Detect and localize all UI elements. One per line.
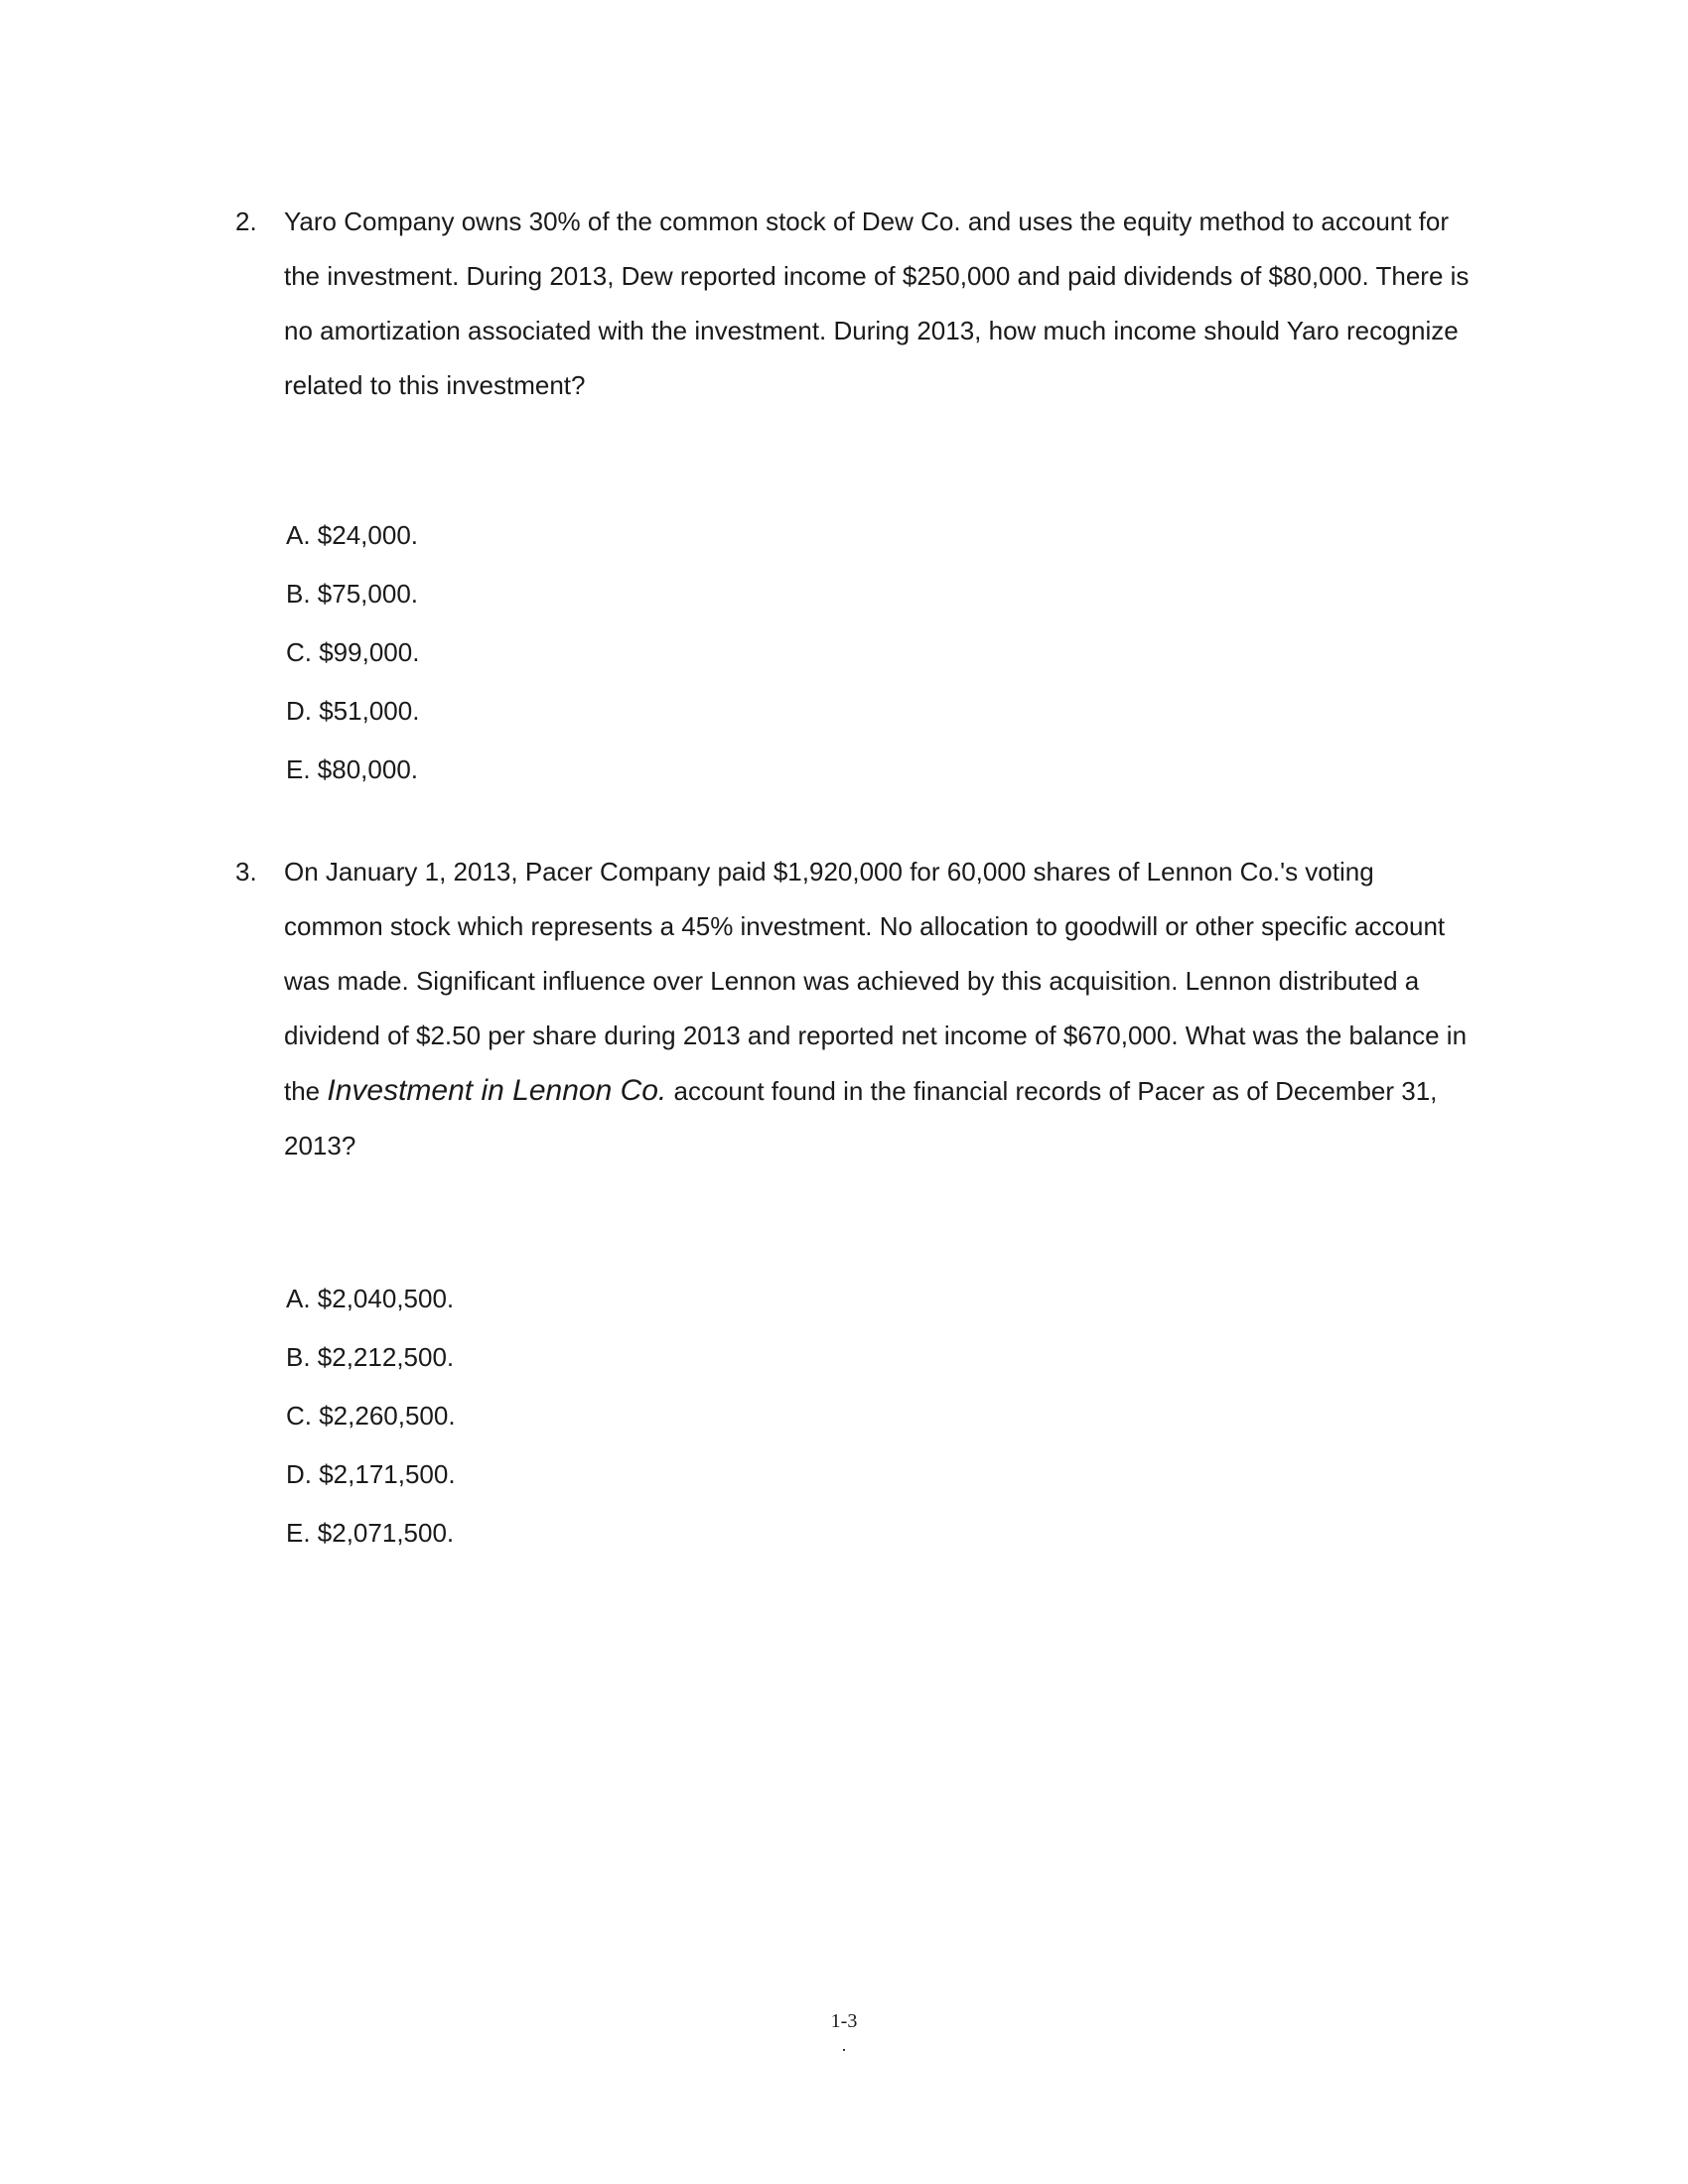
question-text: Yaro Company owns 30% of the common stock of Dew Co. and uses the equity method to account for the investment. During 2013, Dew reported income of $250,000 and paid dividends of $80,000. There is no amortization associated with the investment. During 2013, how much income should Yaro recognize related to this investment? (284, 206, 1470, 400)
option-c: C. $2,260,500. (286, 1401, 456, 1431)
footer-mark: . (841, 2035, 847, 2055)
account-name-emphasis: Investment in Lennon Co. (327, 1074, 667, 1107)
page-number: 1-3 (830, 2010, 858, 2032)
question-text-start: On January 1, 2013, Pacer Company paid $1,920,000 for 60,000 shares of Lennon Co.'s voting common stock which represents a 45% investment. No allocation to goodwill or other specific account was made. Significant influence over Lennon was achieved by this acquisition. Lennon distributed a dividend of $2.50 per share during 2013 and reported net income of $670,000. What was the balance in the (284, 857, 1468, 1106)
question-text-end: account found in the financial records of Pacer as of December 31, 2013? (284, 1076, 1438, 1160)
answer-options (286, 1270, 456, 1563)
question-number: 3. (235, 857, 257, 887)
option-a: A. $2,040,500. (286, 1284, 455, 1313)
option-a: A. $24,000. (286, 520, 418, 550)
question-number: 2. (235, 206, 257, 236)
option-d: D. $2,171,500. (286, 1459, 456, 1489)
option-b: B. $2,212,500. (286, 1342, 455, 1372)
option-b: B. $75,000. (286, 579, 418, 609)
option-c: C. $99,000. (286, 637, 420, 667)
question-text (284, 845, 1476, 1173)
option-d: D. $51,000. (286, 696, 420, 726)
option-e: E. $2,071,500. (286, 1518, 455, 1548)
answer-options (286, 506, 419, 799)
option-e: E. $80,000. (286, 754, 418, 784)
